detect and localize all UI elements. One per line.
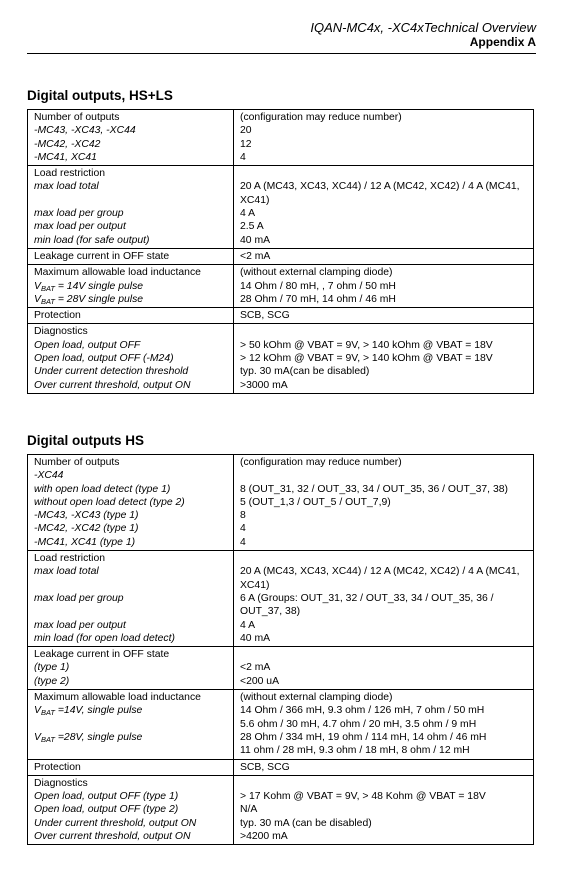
row-label: Load restriction	[34, 553, 106, 565]
value-cell	[234, 775, 534, 844]
sub-label: without open load detect (type 2)	[34, 496, 185, 508]
label-cell	[28, 248, 234, 264]
row-load-inductance	[28, 690, 534, 759]
section-title-hs: Digital outputs HS	[27, 433, 144, 448]
sub-label: -MC41, XC41 (type 1)	[34, 536, 136, 548]
label-cell	[28, 324, 234, 393]
sub-label: -MC42, -XC42 (type 1)	[34, 523, 139, 535]
sub-label: Under current detection threshold	[34, 366, 189, 378]
sub-label: (type 1)	[34, 662, 70, 674]
condition-text: =14V, single pulse	[54, 705, 143, 717]
sub-label: max load per group	[34, 592, 124, 604]
value: SCB, SCG	[240, 761, 290, 773]
condition-text: =28V, single pulse	[54, 731, 143, 743]
value-cell	[234, 690, 534, 759]
value: 14 Ohm / 80 mH, , 7 ohm / 50 mH	[240, 280, 396, 292]
row-label: Number of outputs	[34, 112, 120, 123]
sub-label: max load total	[34, 181, 99, 193]
value-cell	[234, 551, 534, 647]
sub-label: max load total	[34, 566, 99, 578]
row-protection	[28, 308, 534, 324]
row-load-restriction	[28, 551, 534, 647]
value: 28 Ohm / 70 mH, 14 ohm / 46 mH	[240, 293, 396, 305]
sub-label: max load per output	[34, 221, 126, 233]
value: 4	[240, 523, 246, 535]
vbat-symbol: V	[34, 280, 41, 292]
sub-label: (type 2)	[34, 675, 70, 687]
value: 14 Ohm / 366 mH, 9.3 ohm / 126 mH, 7 ohm / 50 mH	[240, 705, 485, 717]
label-cell	[28, 110, 234, 166]
row-label: Diagnostics	[34, 777, 88, 789]
value: 4 A	[240, 619, 256, 631]
sub-label: max load per output	[34, 619, 126, 631]
label-cell	[28, 308, 234, 324]
value: 40 mA	[240, 632, 271, 644]
value: >3000 mA	[240, 379, 288, 391]
value: 5.6 ohm / 30 mH, 4.7 ohm / 20 mH, 3.5 ohm / 9 mH	[240, 718, 477, 730]
row-load-inductance	[28, 265, 534, 308]
row-leakage-current	[28, 248, 534, 264]
value: 8 (OUT_31, 32 / OUT_33, 34 / OUT_35, 36 / OUT_37, 38)	[240, 483, 508, 495]
value: >4200 mA	[240, 831, 288, 843]
sub-label	[34, 293, 227, 306]
value-cell	[234, 265, 534, 308]
sub-label: min load (for safe output)	[34, 234, 150, 246]
vbat-symbol: V	[34, 705, 41, 717]
row-diagnostics	[28, 324, 534, 393]
condition-text: = 28V single pulse	[54, 293, 144, 305]
sub-label: Over current threshold, output ON	[34, 831, 191, 843]
sub-label: -XC44	[34, 470, 64, 482]
value: 40 mA	[240, 234, 271, 246]
label-cell	[28, 265, 234, 308]
row-leakage-current	[28, 647, 534, 690]
sub-label: Open load, output OFF (-M24)	[34, 353, 174, 365]
row-label: Leakage current in OFF state	[34, 250, 170, 262]
spec-table-hs	[27, 454, 534, 845]
label-cell	[28, 759, 234, 775]
value: typ. 30 mA(can be disabled)	[240, 366, 370, 378]
row-label: Leakage current in OFF state	[34, 649, 170, 661]
sub-label: Over current threshold, output ON	[34, 379, 191, 391]
value: 12	[240, 138, 252, 150]
condition-text: = 14V single pulse	[54, 280, 144, 292]
value: 4	[240, 536, 246, 548]
vbat-subscript: BAT	[40, 708, 55, 718]
label-cell	[28, 166, 234, 249]
row-label: Maximum allowable load inductance	[34, 692, 201, 704]
label-cell	[28, 455, 234, 551]
value: N/A	[240, 804, 258, 816]
appendix-label: Appendix A	[469, 35, 536, 49]
label-cell	[28, 775, 234, 844]
value: 20 A (MC43, XC43, XC44) / 12 A (MC42, XC42) / 4 A (MC41, XC41)	[240, 181, 520, 206]
value-cell	[234, 248, 534, 264]
value-cell	[234, 455, 534, 551]
row-number-of-outputs	[28, 455, 534, 551]
vbat-subscript: BAT	[40, 283, 55, 293]
value: <200 uA	[240, 675, 280, 687]
row-protection	[28, 759, 534, 775]
sub-label	[34, 704, 227, 717]
value: 5 (OUT_1,3 / OUT_5 / OUT_7,9)	[240, 496, 391, 508]
vbat-symbol: V	[34, 293, 41, 305]
row-label: Protection	[34, 310, 81, 322]
sub-label: with open load detect (type 1)	[34, 483, 171, 495]
document-title: IQAN-MC4x, -XC4xTechnical Overview	[310, 20, 536, 35]
value: > 50 kOhm @ VBAT = 9V, > 140 kOhm @ VBAT = 18V	[240, 339, 493, 351]
header-rule	[27, 53, 536, 54]
sub-label: max load per group	[34, 208, 124, 220]
sub-label: Open load, output OFF	[34, 339, 141, 351]
value: 28 Ohm / 334 mH, 19 ohm / 114 mH, 14 ohm / 46 mH	[240, 731, 487, 743]
sub-label	[34, 280, 227, 293]
value: 11 ohm / 28 mH, 9.3 ohm / 18 mH, 8 ohm / 12 mH	[240, 745, 470, 757]
vbat-subscript: BAT	[40, 734, 55, 744]
value-cell	[234, 308, 534, 324]
sub-label: -MC41, XC41	[34, 151, 97, 163]
row-label: Diagnostics	[34, 326, 88, 338]
value: > 12 kOhm @ VBAT = 9V, > 140 kOhm @ VBAT = 18V	[240, 353, 493, 365]
value: > 17 Kohm @ VBAT = 9V, > 48 Kohm @ VBAT = 18V	[240, 791, 486, 803]
value: 4 A	[240, 208, 256, 220]
row-label: Maximum allowable load inductance	[34, 267, 201, 279]
value: <2 mA	[240, 662, 271, 674]
label-cell	[28, 551, 234, 647]
row-diagnostics	[28, 775, 534, 844]
sub-label: Open load, output OFF (type 1)	[34, 791, 179, 803]
spec-table-hs-ls	[27, 109, 534, 394]
value: 8	[240, 510, 246, 522]
row-label: Number of outputs	[34, 457, 120, 468]
row-label: Load restriction	[34, 168, 106, 180]
value: SCB, SCG	[240, 310, 290, 322]
sub-label: Under current threshold, output ON	[34, 817, 197, 829]
sub-label: -MC43, -XC43, -XC44	[34, 125, 136, 137]
value: <2 mA	[240, 250, 271, 262]
label-cell	[28, 647, 234, 690]
value-note: (configuration may reduce number)	[240, 112, 402, 123]
value-cell	[234, 759, 534, 775]
sub-label: -MC43, -XC43 (type 1)	[34, 510, 139, 522]
value-note: (without external clamping diode)	[240, 267, 393, 279]
section-title-hs-ls: Digital outputs, HS+LS	[27, 88, 173, 103]
value: typ. 30 mA (can be disabled)	[240, 817, 372, 829]
vbat-symbol: V	[34, 731, 41, 743]
row-load-restriction	[28, 166, 534, 249]
row-label: Protection	[34, 761, 81, 773]
value: 4	[240, 151, 246, 163]
sub-label	[34, 731, 227, 744]
value: 6 A (Groups: OUT_31, 32 / OUT_33, 34 / OUT_35, 36 / OUT_37, 38)	[240, 592, 494, 618]
value-cell	[234, 324, 534, 393]
value: 2.5 A	[240, 221, 264, 233]
value-cell	[234, 110, 534, 166]
value-note: (without external clamping diode)	[240, 692, 393, 704]
value-cell	[234, 166, 534, 249]
sub-label: Open load, output OFF (type 2)	[34, 804, 179, 816]
value-note: (configuration may reduce number)	[240, 457, 402, 468]
label-cell	[28, 690, 234, 759]
value: 20 A (MC43, XC43, XC44) / 12 A (MC42, XC42) / 4 A (MC41, XC41)	[240, 566, 520, 591]
value-cell	[234, 647, 534, 690]
vbat-subscript: BAT	[40, 296, 55, 306]
row-number-of-outputs	[28, 110, 534, 166]
sub-label: min load (for open load detect)	[34, 632, 175, 644]
value: 20	[240, 125, 252, 137]
sub-label: -MC42, -XC42	[34, 138, 101, 150]
